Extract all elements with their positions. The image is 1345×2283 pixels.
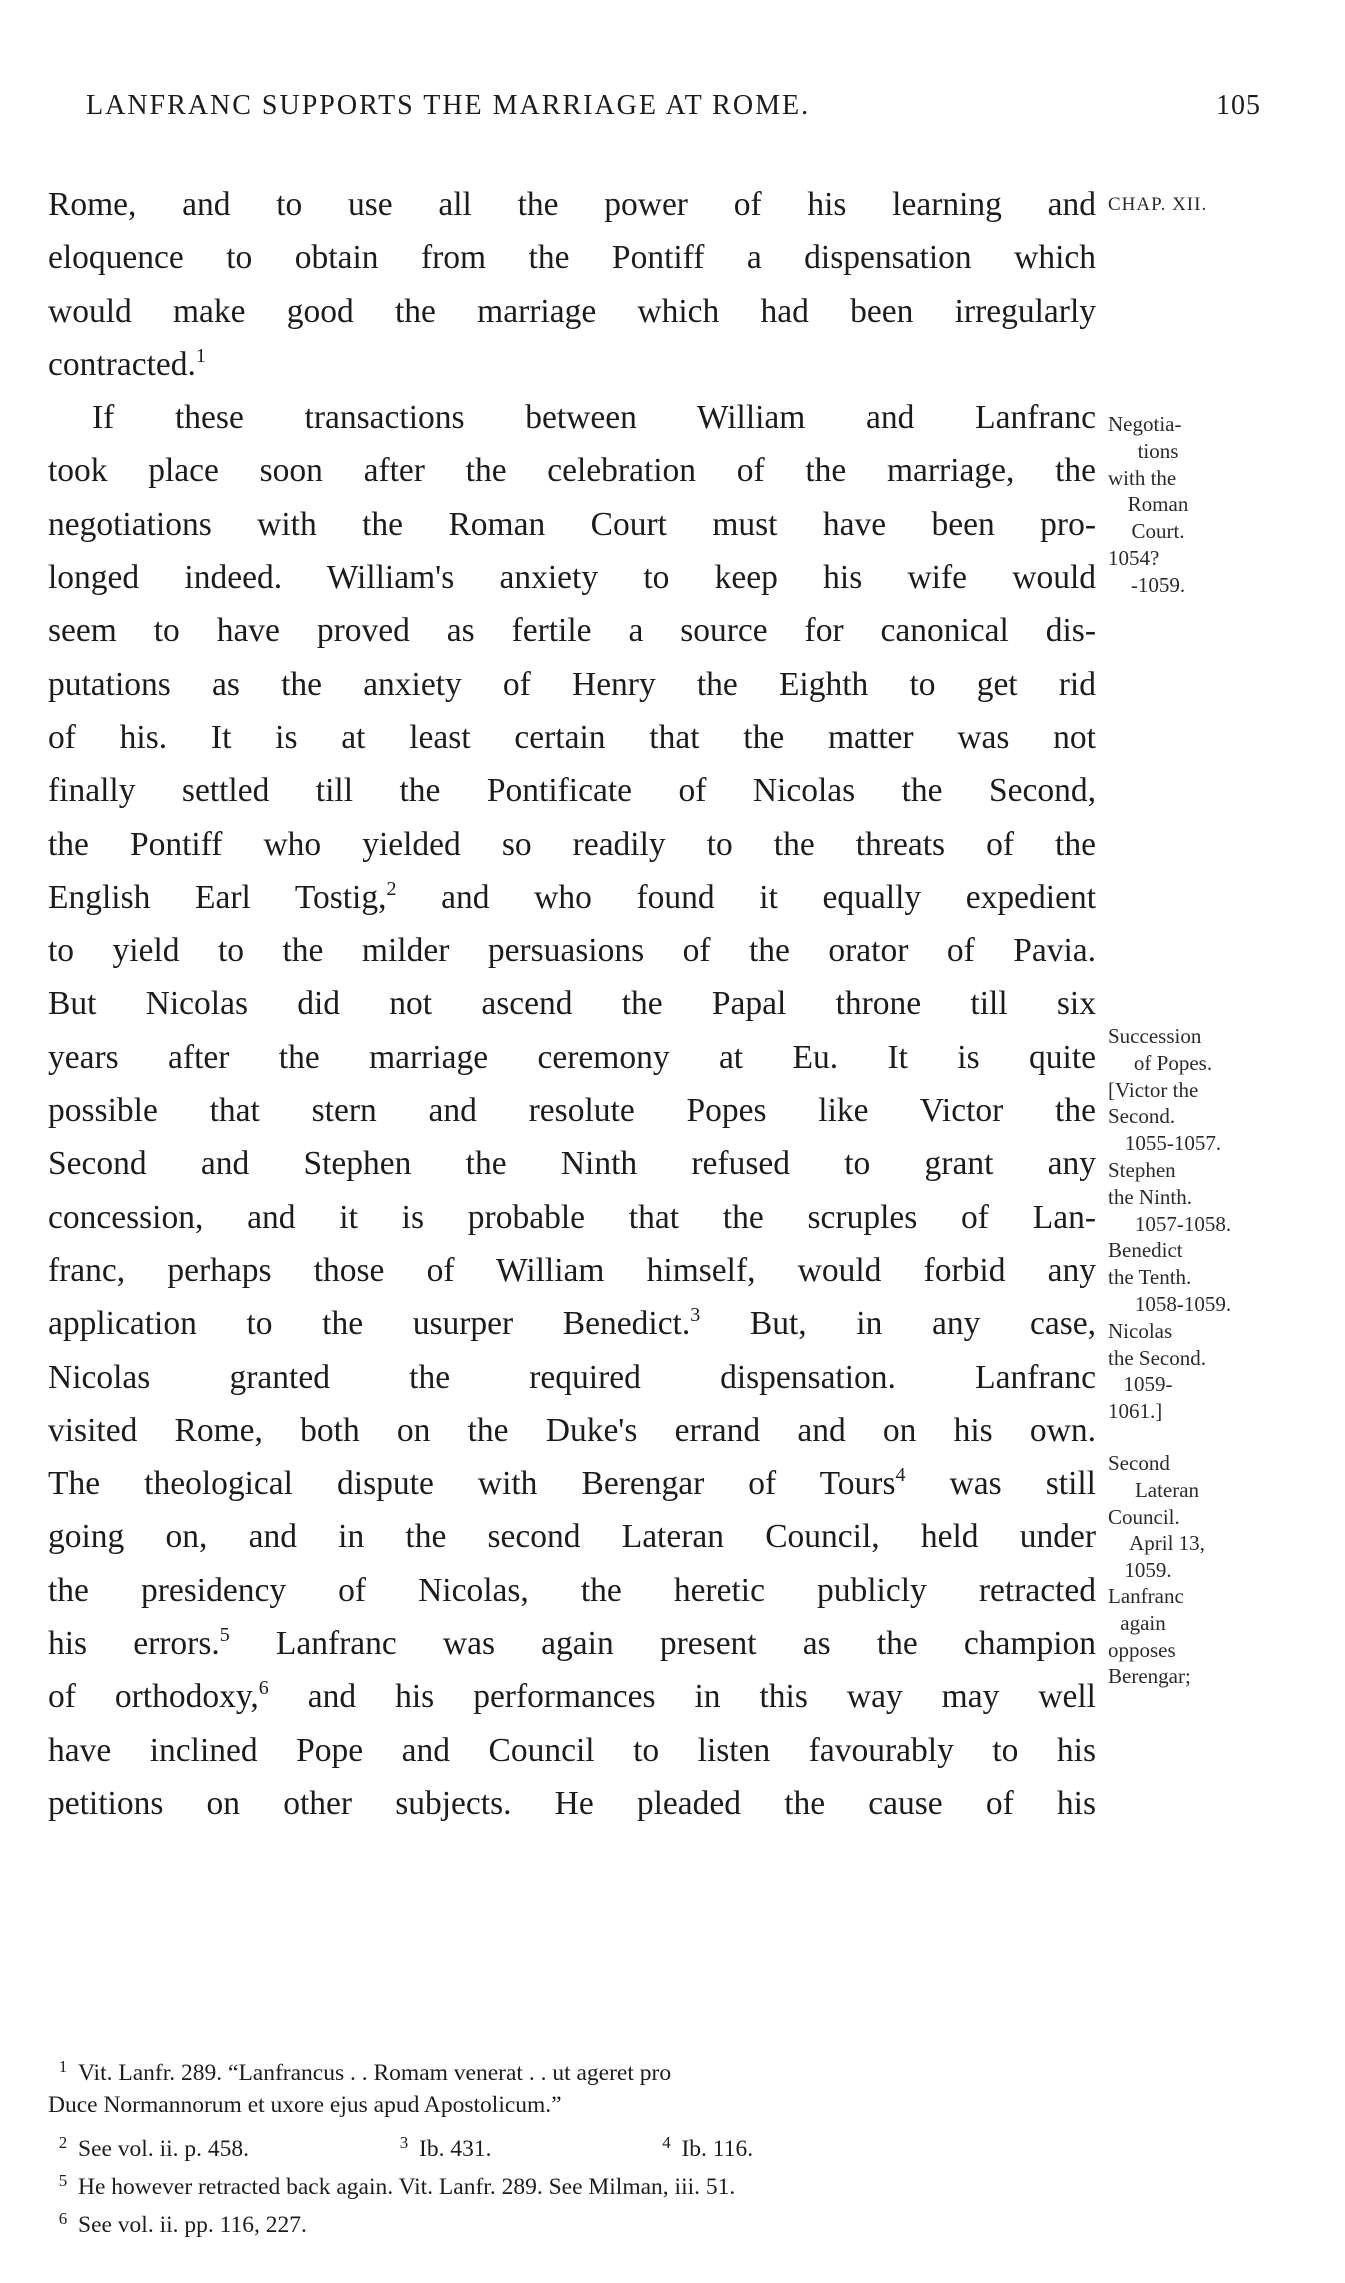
text-line: But Nicolas did not ascend the Papal throne till six xyxy=(48,985,1096,1023)
page-number: 105 xyxy=(1216,90,1261,121)
margin-line: the Second. xyxy=(1108,1345,1206,1370)
running-title: LANFRANC SUPPORTS THE MARRIAGE AT ROME. xyxy=(86,90,811,121)
margin-line: 1057-1058. xyxy=(1134,1211,1232,1236)
margin-line: 1059- xyxy=(1123,1372,1173,1397)
text-segment: and his performances in this way may well xyxy=(268,1678,1096,1716)
margin-line: CHAP. XII. xyxy=(1108,194,1208,215)
footnote-text: He however retracted back again. Vit. Lanfr. 289. See Milman, iii. 51. xyxy=(78,2174,736,2200)
margin-line: the Tenth. xyxy=(1108,1265,1192,1290)
footnote-ref: 6 xyxy=(258,1677,269,1700)
margin-line: opposes xyxy=(1108,1637,1176,1662)
footnote-mark: 5 xyxy=(58,2171,68,2190)
margin-line: April 13, xyxy=(1129,1531,1205,1556)
footnote xyxy=(48,2048,1228,2086)
footnote-text: Ib. 116. xyxy=(681,2136,754,2162)
footnote-text: See vol. ii. pp. 116, 227. xyxy=(78,2212,307,2238)
margin-chapter xyxy=(1108,192,1283,219)
margin-note-opposes xyxy=(1108,1583,1283,1690)
text-line: concession, and it is probable that the scruples of Lan- xyxy=(48,1198,1096,1236)
text-line: years after the marriage ceremony at Eu. It is quite xyxy=(48,1038,1096,1076)
footnote-ref: 1 xyxy=(195,344,206,367)
margin-line: -1059. xyxy=(1130,572,1186,597)
text-segment: and who found it equally expedient xyxy=(396,878,1096,916)
margin-line: Berengar; xyxy=(1108,1664,1191,1689)
text-line: Nicolas granted the required dispensation. Lanfranc xyxy=(48,1358,1096,1396)
footnote-text: Ib. 431. xyxy=(419,2136,492,2162)
text-line xyxy=(48,1457,1096,1510)
text-line xyxy=(48,1297,1096,1350)
margin-line: 1055-1057. xyxy=(1124,1131,1222,1156)
footnote-text: Duce Normannorum et uxore ejus apud Apostolicum.” xyxy=(48,2092,562,2118)
text-segment: The theological dispute with Berengar of Tours xyxy=(48,1465,896,1503)
margin-line: Roman xyxy=(1127,492,1189,517)
margin-line: again xyxy=(1120,1610,1166,1635)
text-line: Second and Stephen the Ninth refused to grant any xyxy=(48,1145,1096,1183)
margin-line: 1059. xyxy=(1124,1558,1172,1583)
footnote xyxy=(48,2086,1228,2124)
text-line: negotiations with the Roman Court must have been pro- xyxy=(48,505,1096,543)
footnote-mark: 4 xyxy=(662,2133,671,2152)
text-line: putations as the anxiety of Henry the Eighth to get rid xyxy=(48,665,1096,703)
margin-line: Second. xyxy=(1108,1104,1176,1129)
text-segment: his errors. xyxy=(48,1625,220,1663)
text-line: seem to have proved as fertile a source for canonical dis- xyxy=(48,612,1096,650)
text-line: franc, perhaps those of William himself, would forbid any xyxy=(48,1251,1096,1289)
text-segment: English Earl Tostig, xyxy=(48,878,387,916)
text-line: to yield to the milder persuasions of the orator of Pavia. xyxy=(48,932,1096,970)
margin-line: Negotia- xyxy=(1108,412,1182,436)
footnote xyxy=(48,2124,1228,2162)
margin-line: of Popes. xyxy=(1133,1050,1213,1075)
footnote-ref: 3 xyxy=(690,1304,701,1327)
text-line: possible that stern and resolute Popes like Victor the xyxy=(48,1092,1096,1130)
margin-note-succession xyxy=(1108,1023,1283,1425)
text-line: the Pontiff who yielded so readily to the threats of the xyxy=(48,825,1096,863)
margin-line: 1058-1059. xyxy=(1134,1291,1232,1316)
margin-line: 1054? xyxy=(1108,545,1160,570)
text-line: took place soon after the celebration of the marriage, the xyxy=(48,452,1096,490)
text-segment: But, in any case, xyxy=(700,1305,1096,1343)
footnote-mark: 1 xyxy=(58,2057,68,2076)
margin-line: with the xyxy=(1108,465,1177,490)
text-segment: of orthodoxy, xyxy=(48,1678,259,1716)
footnote xyxy=(48,2200,1228,2238)
footnote-mark: 3 xyxy=(399,2133,409,2152)
footnote xyxy=(48,2162,1228,2200)
text-line: would make good the marriage which had been irregularly xyxy=(48,292,1096,330)
footnote-text: See vol. ii. p. 458. xyxy=(78,2136,250,2162)
text-line: going on, and in the second Lateran Council, held under xyxy=(48,1518,1096,1556)
text-line xyxy=(48,871,1096,924)
footnote-text: Vit. Lanfr. 289. “Lanfrancus . . Romam venerat . . ut ageret pro xyxy=(78,2060,672,2086)
margin-line: Lanfranc xyxy=(1108,1584,1184,1608)
margin-line: Lateran xyxy=(1134,1477,1200,1502)
text-segment: Lanfranc was again present as the champion xyxy=(229,1625,1096,1663)
margin-note-negotiations xyxy=(1108,411,1283,599)
margin-line: Court. xyxy=(1131,519,1185,544)
margin-line: Nicolas xyxy=(1108,1318,1173,1343)
footnote-ref: 5 xyxy=(219,1624,230,1647)
margin-line: [Victor the xyxy=(1108,1077,1199,1102)
text-line xyxy=(48,1617,1096,1670)
main-text xyxy=(48,178,1096,1830)
footnote-ref: 4 xyxy=(895,1464,906,1487)
margin-line: Succession xyxy=(1108,1024,1202,1048)
margin-line: tions xyxy=(1137,438,1179,463)
text-segment: contracted. xyxy=(48,345,196,383)
running-head xyxy=(86,90,1261,130)
text-line: have inclined Pope and Council to listen favourably to his xyxy=(48,1731,1096,1769)
text-line xyxy=(48,338,1096,391)
text-segment: was still xyxy=(905,1465,1096,1503)
margin-note-lateran xyxy=(1108,1450,1283,1584)
footnote-mark: 2 xyxy=(58,2133,68,2152)
text-line: longed indeed. William's anxiety to keep his wife would xyxy=(48,559,1096,597)
text-line: the presidency of Nicolas, the heretic publicly retracted xyxy=(48,1571,1096,1609)
text-line: visited Rome, both on the Duke's errand and on his own. xyxy=(48,1411,1096,1449)
text-line xyxy=(48,1670,1096,1723)
text-line: Rome, and to use all the power of his learning and xyxy=(48,186,1096,223)
margin-line: Benedict xyxy=(1108,1238,1183,1263)
footnote-ref: 2 xyxy=(386,877,397,900)
margin-line: 1061.] xyxy=(1108,1399,1163,1424)
margin-line: Council. xyxy=(1108,1504,1180,1529)
margin-line: Second xyxy=(1108,1451,1170,1475)
text-segment: application to the usurper Benedict. xyxy=(48,1305,691,1343)
text-line: finally settled till the Pontificate of Nicolas the Second, xyxy=(48,772,1096,810)
footnote-mark: 6 xyxy=(58,2209,68,2228)
text-line: eloquence to obtain from the Pontiff a dispensation which xyxy=(48,239,1096,277)
margin-line: Stephen xyxy=(1108,1157,1176,1182)
text-line: petitions on other subjects. He pleaded the cause of his xyxy=(48,1784,1096,1822)
footnotes xyxy=(48,2048,1228,2238)
text-line: If these transactions between William and Lanfranc xyxy=(92,399,1096,437)
margin-line: the Ninth. xyxy=(1108,1184,1192,1209)
text-line: of his. It is at least certain that the matter was not xyxy=(48,718,1096,756)
